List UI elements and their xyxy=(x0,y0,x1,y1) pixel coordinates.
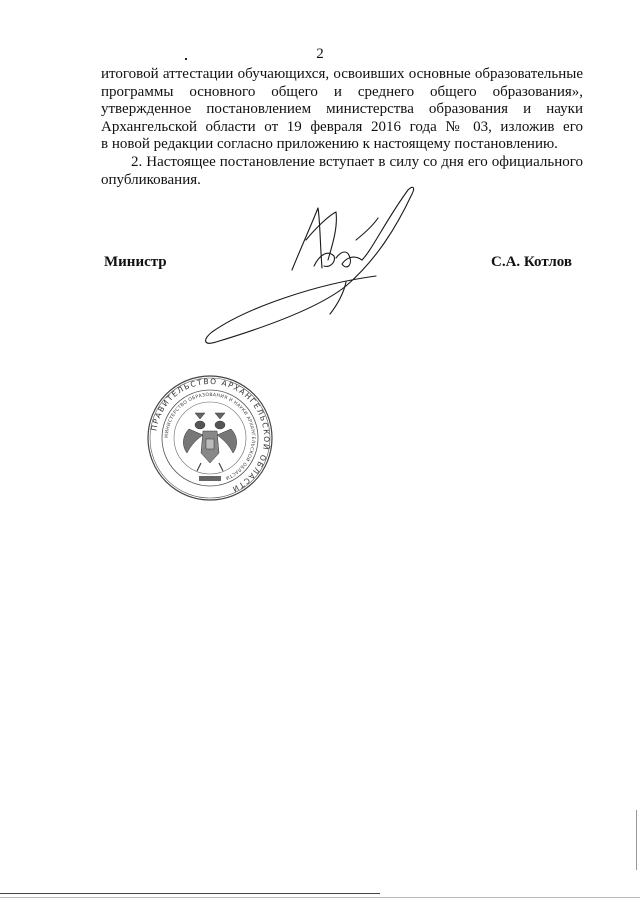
position-title: Министр xyxy=(104,254,167,270)
text-line: 2. Настоящее постановление вступает в силу со дня его официального xyxy=(131,153,583,170)
scan-edge-mark xyxy=(636,810,637,870)
text-line: опубликования. xyxy=(101,171,201,188)
text-line: итоговой аттестации обучающихся, освоивших основные образовательные xyxy=(101,66,583,82)
double-headed-eagle-icon xyxy=(183,413,236,471)
page-edge-rule xyxy=(0,897,640,898)
signatory-name: С.А. Котлов xyxy=(491,254,572,270)
paragraph-1 xyxy=(101,66,583,154)
text-line: утвержденное постановлением министерства образования и науки xyxy=(101,101,583,118)
document-body xyxy=(101,66,583,189)
text-line: Архангельской области от 19 февраля 2016 года № 03, изложив его xyxy=(101,118,583,135)
official-seal xyxy=(145,373,275,503)
svg-text:МИНИСТЕРСТВО ОБРАЗОВАНИЯ И НАУ: МИНИСТЕРСТВО ОБРАЗОВАНИЯ И НАУКИ АРХАНГЕЛЬСКОЙ ОБЛАСТИ xyxy=(164,392,256,480)
scan-speck xyxy=(185,58,187,60)
footer-rule xyxy=(0,893,380,894)
text-line: программы основного общего и среднего общего образования», xyxy=(101,83,583,100)
page-number: 2 xyxy=(316,46,324,62)
handwritten-signature xyxy=(196,180,436,350)
svg-text:ПРАВИТЕЛЬСТВО АРХАНГЕЛЬСКОЙ ОБ: ПРАВИТЕЛЬСТВО АРХАНГЕЛЬСКОЙ ОБЛАСТИ xyxy=(149,376,272,495)
text-line: в новой редакции согласно приложению к настоящему постановлению. xyxy=(101,136,558,153)
